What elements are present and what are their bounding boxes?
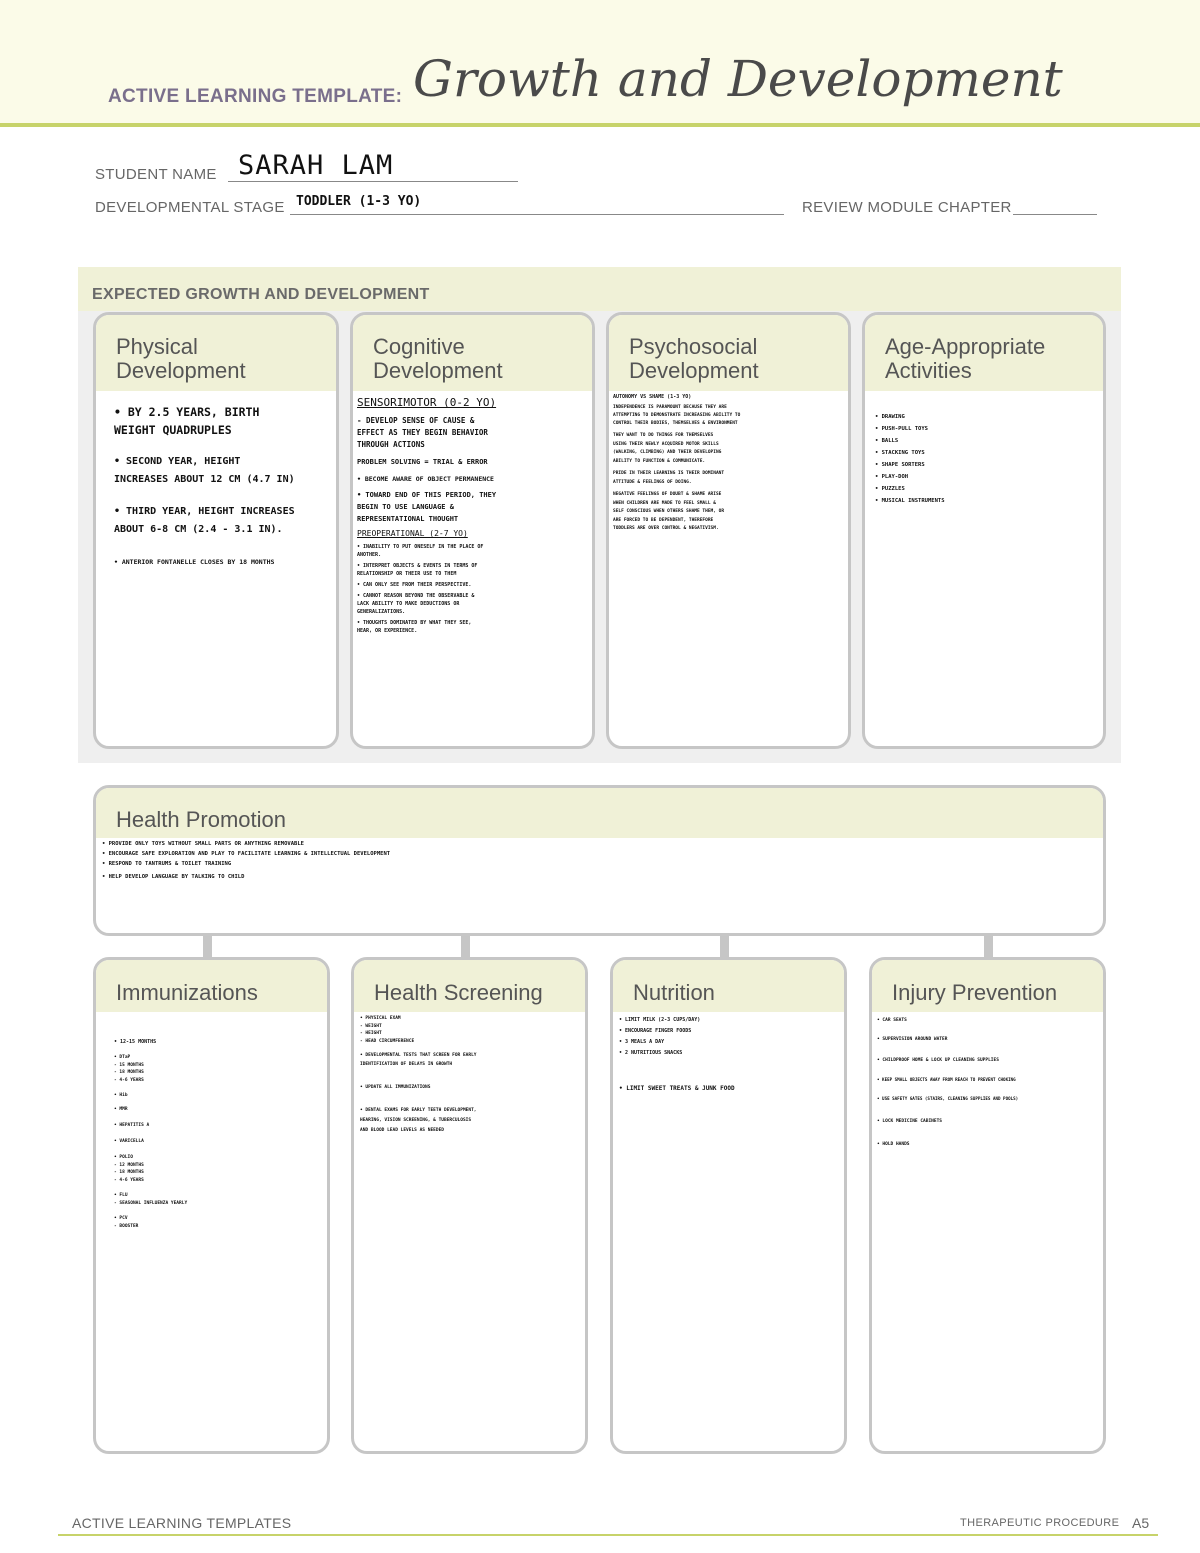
list-item: • TOWARD END OF THIS PERIOD, THEY BEGIN TO USE LANGUAGE & REPRESENTATIONAL THOUGHT <box>357 491 497 523</box>
developmental-stage-field[interactable]: TODDLER (1-3 YO) <box>296 194 422 209</box>
list-item: • DEVELOPMENTAL TESTS THAT SCREEN FOR EARLY IDENTIFICATION OF DELAYS IN GROWTH <box>360 1053 477 1067</box>
list-item: • USE SAFETY GATES (STAIRS, CLEANING SUPPLIES AND POOLS) <box>877 1096 1019 1101</box>
list-item: • UPDATE ALL IMMUNIZATIONS <box>360 1085 431 1090</box>
health-screening-title: Health Screening <box>374 980 543 1005</box>
list-item: • BY 2.5 YEARS, BIRTH WEIGHT QUADRUPLES <box>114 405 260 437</box>
list-item: THEY WANT TO DO THINGS FOR THEMSELVES USING THEIR NEWLY ACQUIRED MOTOR SKILLS (WALKING, CLIMBING) AND THEIR DEVELOPING ABILITY TO FUNCTION & COMMUNICATE. <box>613 433 722 464</box>
list-item: SENSORIMOTOR (0-2 YO) <box>357 396 497 409</box>
list-item: PROBLEM SOLVING = TRIAL & ERROR <box>357 458 488 466</box>
health-screening-header <box>354 960 585 1012</box>
nutrition-list <box>619 1015 834 1094</box>
list-item: • 12-15 MONTHS <box>114 1039 157 1045</box>
connector <box>461 935 470 957</box>
nutrition-box[interactable] <box>610 957 847 1454</box>
review-module-label: REVIEW MODULE CHAPTER <box>802 199 1012 216</box>
list-item: AUTONOMY VS SHAME (1-3 YO) <box>613 394 692 400</box>
immunizations-title: Immunizations <box>116 980 258 1005</box>
connector <box>720 935 729 957</box>
list-item: • HELP DEVELOP LANGUAGE BY TALKING TO CHILD <box>102 874 245 880</box>
health-screening-box[interactable] <box>351 957 588 1454</box>
list-item: • LIMIT MILK (2-3 CUPS/DAY) <box>619 1017 701 1023</box>
developmental-stage-label: DEVELOPMENTAL STAGE <box>95 199 285 216</box>
list-item: • Hib <box>114 1093 128 1098</box>
psychosocial-development-title <box>629 335 759 383</box>
list-item: • INTERPRET OBJECTS & EVENTS IN TERMS OF RELATIONSHIP OR THEIR USE TO THEM <box>357 563 478 577</box>
list-item: • LIMIT SWEET TREATS & JUNK FOOD <box>619 1085 735 1092</box>
list-item: • VARICELLA <box>114 1139 144 1144</box>
list-item: • 3 MEALS A DAY <box>619 1039 665 1045</box>
injury-prevention-box[interactable] <box>869 957 1106 1454</box>
health-promotion-list <box>102 839 1093 883</box>
list-item: • CANNOT REASON BEYOND THE OBSERVABLE & LACK ABILITY TO MAKE DEDUCTIONS OR GENERALIZATIONS. <box>357 593 475 615</box>
footer-right-label: THERAPEUTIC PROCEDURE <box>960 1517 1120 1529</box>
cognitive-development-header <box>353 315 592 391</box>
list-item: • LOCK MEDICINE CABINETS <box>877 1119 943 1124</box>
health-promotion-header <box>96 788 1103 838</box>
list-item: • MMR <box>114 1107 128 1112</box>
injury-prevention-title: Injury Prevention <box>892 980 1058 1005</box>
page-number: A5 <box>1132 1515 1150 1531</box>
list-item: • INABILITY TO PUT ONESELF IN THE PLACE OF ANOTHER. <box>357 544 484 558</box>
list-item: • PCV - BOOSTER <box>114 1216 139 1229</box>
list-item: • PROVIDE ONLY TOYS WITHOUT SMALL PARTS OR ANYTHING REMOVABLE <box>102 841 304 847</box>
psychosocial-development-box[interactable] <box>606 312 851 749</box>
template-label: ACTIVE LEARNING TEMPLATE: <box>108 86 403 107</box>
immunizations-box[interactable] <box>93 957 330 1454</box>
psychosocial-development-list <box>613 393 844 534</box>
cognitive-development-title <box>373 335 503 383</box>
list-item: PREOPERATIONAL (2-7 YO) <box>357 529 468 538</box>
page-title: Growth and Development <box>413 50 1063 108</box>
activities-title <box>885 335 1045 383</box>
health-promotion-title: Health Promotion <box>116 807 286 832</box>
list-item: • SECOND YEAR, HEIGHT INCREASES ABOUT 12 CM (4.7 IN) <box>114 456 295 485</box>
list-item: • THIRD YEAR, HEIGHT INCREASES ABOUT 6-8 CM (2.4 - 3.1 IN). <box>114 506 295 535</box>
list-item: • CAN ONLY SEE FROM THEIR PERSPECTIVE. <box>357 582 472 588</box>
physical-development-title <box>116 335 246 383</box>
list-item: • THOUGHTS DOMINATED BY WHAT THEY SEE, HEAR, OR EXPERIENCE. <box>357 620 472 634</box>
list-item: • BALLS <box>875 438 899 444</box>
list-item: • CAR SEATS <box>877 1018 907 1023</box>
nutrition-header <box>613 960 844 1012</box>
footer-left-label: ACTIVE LEARNING TEMPLATES <box>72 1515 292 1531</box>
student-name-line <box>228 181 518 182</box>
physical-development-list <box>114 403 326 567</box>
psychosocial-title-line1: Psychosocial <box>629 334 758 359</box>
list-item: • BECOME AWARE OF OBJECT PERMANENCE <box>357 475 494 483</box>
activities-header <box>865 315 1103 391</box>
list-item: • FLU - SEASONAL INFLUENZA YEARLY <box>114 1193 188 1206</box>
list-item: • KEEP SMALL OBJECTS AWAY FROM REACH TO PREVENT CHOKING <box>877 1077 1016 1082</box>
cognitive-title-line1: Cognitive <box>373 334 465 359</box>
connector <box>203 935 212 957</box>
list-item: • DRAWING <box>875 414 905 420</box>
list-item: • ENCOURAGE SAFE EXPLORATION AND PLAY TO FACILITATE LEARNING & INTELLECTUAL DEVELOPMENT <box>102 851 391 857</box>
student-name-label: STUDENT NAME <box>95 166 217 183</box>
list-item: • HOLD HANDS <box>877 1142 910 1147</box>
nutrition-title: Nutrition <box>633 980 715 1005</box>
list-item: • POLIO - 12 MONTHS - 18 MONTHS - 4-6 YEARS <box>114 1155 144 1183</box>
list-item: • SHAPE SORTERS <box>875 462 925 468</box>
student-name-field[interactable]: SARAH LAM <box>238 150 394 181</box>
list-item: • PLAY-DOH <box>875 474 909 480</box>
list-item: • PUSH-PULL TOYS <box>875 426 928 432</box>
cognitive-development-box[interactable] <box>350 312 595 749</box>
psychosocial-title-line2: Development <box>629 358 759 383</box>
psychosocial-development-header <box>609 315 848 391</box>
connector <box>984 935 993 957</box>
list-item: • ENCOURAGE FINGER FOODS <box>619 1028 692 1034</box>
list-item: • PHYSICAL EXAM - WEIGHT - HEIGHT - HEAD CIRCUMFERENCE <box>360 1016 415 1044</box>
activities-title-line2: Activities <box>885 358 972 383</box>
list-item: • MUSICAL INSTRUMENTS <box>875 498 945 504</box>
review-module-field[interactable] <box>1013 214 1097 215</box>
physical-title-line2: Development <box>116 358 246 383</box>
developmental-stage-line <box>290 214 784 215</box>
cognitive-title-line2: Development <box>373 358 503 383</box>
expected-growth-title: EXPECTED GROWTH AND DEVELOPMENT <box>92 286 430 303</box>
header-rule <box>0 123 1200 127</box>
activities-title-line1: Age-Appropriate <box>885 334 1046 359</box>
immunizations-list <box>114 1038 317 1230</box>
list-item: INDEPENDENCE IS PARAMOUNT BECAUSE THEY ARE ATTEMPTING TO DEMONSTRATE INCREASING ABILITY TO CONTROL THEIR BODIES, THEMSELVES & ENVIRONMENT <box>613 405 741 426</box>
list-item: • DTaP - 15 MONTHS - 18 MONTHS - 4-6 YEARS <box>114 1055 144 1083</box>
cognitive-development-list <box>357 395 588 635</box>
list-item: • CHILDPROOF HOME & LOCK UP CLEANING SUPPLIES <box>877 1058 999 1063</box>
injury-prevention-list <box>877 1016 1093 1149</box>
health-promotion-box[interactable] <box>93 785 1106 936</box>
list-item: • HEPATITIS A <box>114 1123 150 1128</box>
list-item: NEGATIVE FEELINGS OF DOUBT & SHAME ARISE WHEN CHILDREN ARE MADE TO FEEL SMALL & SELF CONSCIOUS WHEN OTHERS SHAME THEM, OR ARE FORCED TO BE DEPENDENT, THEREFORE TODDLERS ARE OVER CONTROL & NEGATIVISM. <box>613 492 725 531</box>
list-item: • SUPERVISION AROUND WATER <box>877 1037 948 1042</box>
physical-development-header <box>96 315 336 391</box>
list-item: • ANTERIOR FONTANELLE CLOSES BY 18 MONTHS <box>114 558 275 566</box>
list-item: • RESPOND TO TANTRUMS & TOILET TRAINING <box>102 861 232 867</box>
expected-growth-header <box>78 267 1121 311</box>
list-item: • PUZZLES <box>875 486 905 492</box>
health-screening-list <box>360 1015 575 1136</box>
list-item: • DENTAL EXAMS FOR EARLY TEETH DEVELOPMENT, HEARING, VISION SCREENING, & TUBERCULOSIS AND BLOOD LEAD LEVELS AS NEEDED <box>360 1108 477 1133</box>
list-item: • 2 NUTRITIOUS SNACKS <box>619 1050 683 1056</box>
physical-title-line1: Physical <box>116 334 198 359</box>
list-item: • STACKING TOYS <box>875 450 925 456</box>
physical-development-box[interactable] <box>93 312 339 749</box>
immunizations-header <box>96 960 327 1012</box>
age-appropriate-activities-box[interactable] <box>862 312 1106 749</box>
injury-prevention-header <box>872 960 1103 1012</box>
list-item: - DEVELOP SENSE OF CAUSE & EFFECT AS THEY BEGIN BEHAVIOR THROUGH ACTIONS <box>357 416 488 449</box>
list-item: PRIDE IN THEIR LEARNING IS THEIR DOMINANT ATTITUDE & FEELINGS OF DOING. <box>613 471 725 485</box>
footer-rule <box>58 1534 1158 1536</box>
activities-list <box>875 411 1093 507</box>
